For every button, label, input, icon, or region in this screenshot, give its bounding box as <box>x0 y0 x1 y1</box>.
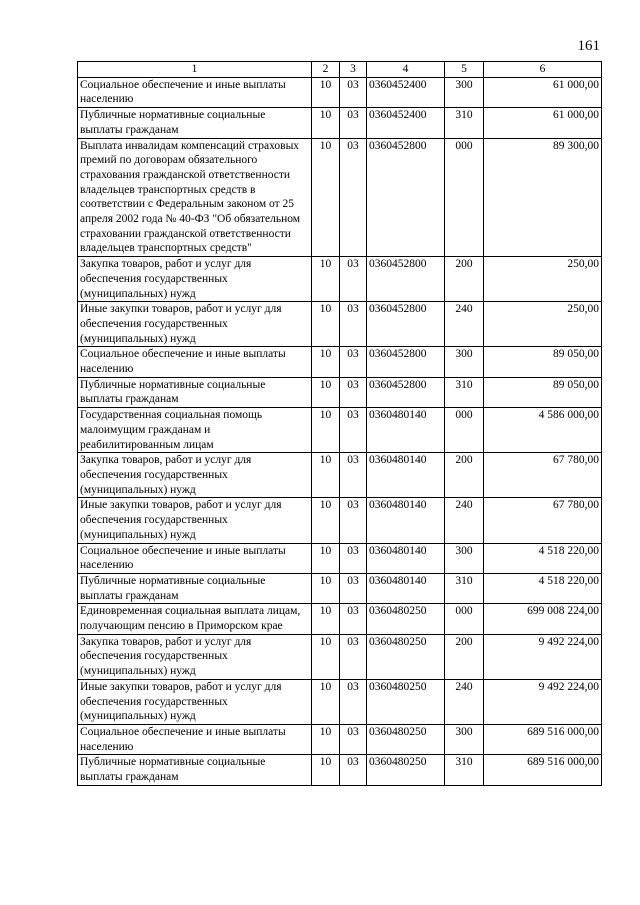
target-code-cell: 0360480140 <box>367 543 445 573</box>
table-row <box>78 257 602 302</box>
subsection-cell: 03 <box>340 679 367 724</box>
table-row <box>78 377 602 407</box>
table-row <box>78 138 602 257</box>
table-row <box>78 724 602 754</box>
target-code-cell: 0360480140 <box>367 453 445 498</box>
section-cell: 10 <box>312 257 340 302</box>
row-name-cell: Иные закупки товаров, работ и услуг для обеспечения государственных (муниципальных) нужд <box>78 498 312 543</box>
target-code-cell: 0360480250 <box>367 604 445 634</box>
section-cell: 10 <box>312 543 340 573</box>
section-cell: 10 <box>312 77 340 107</box>
amount-cell: 67 780,00 <box>484 498 602 543</box>
target-code-cell: 0360452800 <box>367 377 445 407</box>
row-name-cell: Социальное обеспечение и иные выплаты населению <box>78 543 312 573</box>
amount-cell: 9 492 224,00 <box>484 634 602 679</box>
subsection-cell: 03 <box>340 755 367 785</box>
column-header: 5 <box>445 62 484 78</box>
row-name-cell: Социальное обеспечение и иные выплаты населению <box>78 724 312 754</box>
subsection-cell: 03 <box>340 453 367 498</box>
column-header: 6 <box>484 62 602 78</box>
subsection-cell: 03 <box>340 408 367 453</box>
amount-cell: 9 492 224,00 <box>484 679 602 724</box>
table-row <box>78 679 602 724</box>
expense-type-cell: 310 <box>445 377 484 407</box>
table-row <box>78 77 602 107</box>
expense-type-cell: 310 <box>445 573 484 603</box>
page-number: 161 <box>577 38 600 54</box>
row-name-cell: Иные закупки товаров, работ и услуг для обеспечения государственных (муниципальных) нужд <box>78 302 312 347</box>
subsection-cell: 03 <box>340 634 367 679</box>
row-name-cell: Единовременная социальная выплата лицам, получающим пенсию в Приморском крае <box>78 604 312 634</box>
expense-type-cell: 240 <box>445 302 484 347</box>
expense-type-cell: 200 <box>445 257 484 302</box>
amount-cell: 250,00 <box>484 302 602 347</box>
table-row <box>78 498 602 543</box>
table-body <box>78 77 602 785</box>
subsection-cell: 03 <box>340 347 367 377</box>
target-code-cell: 0360480140 <box>367 573 445 603</box>
subsection-cell: 03 <box>340 138 367 257</box>
expense-type-cell: 000 <box>445 138 484 257</box>
section-cell: 10 <box>312 302 340 347</box>
subsection-cell: 03 <box>340 108 367 138</box>
row-name-cell: Публичные нормативные социальные выплаты гражданам <box>78 108 312 138</box>
amount-cell: 89 300,00 <box>484 138 602 257</box>
row-name-cell: Публичные нормативные социальные выплаты гражданам <box>78 755 312 785</box>
amount-cell: 61 000,00 <box>484 77 602 107</box>
section-cell: 10 <box>312 679 340 724</box>
expense-type-cell: 310 <box>445 108 484 138</box>
section-cell: 10 <box>312 604 340 634</box>
table-row <box>78 634 602 679</box>
table-row <box>78 347 602 377</box>
amount-cell: 250,00 <box>484 257 602 302</box>
amount-cell: 689 516 000,00 <box>484 724 602 754</box>
row-name-cell: Иные закупки товаров, работ и услуг для обеспечения государственных (муниципальных) нужд <box>78 679 312 724</box>
subsection-cell: 03 <box>340 604 367 634</box>
section-cell: 10 <box>312 347 340 377</box>
column-header: 2 <box>312 62 340 78</box>
row-name-cell: Публичные нормативные социальные выплаты гражданам <box>78 377 312 407</box>
row-name-cell: Выплата инвалидам компенсаций страховых премий по договорам обязательного страхования гражданской ответственности владельцев транспортных средств в соответствии с Федеральным законом от 25 апреля 2002 года № 40-ФЗ "Об обязательном страховании гражданской ответственности владельцев транспортных средств" <box>78 138 312 257</box>
target-code-cell: 0360480250 <box>367 755 445 785</box>
amount-cell: 89 050,00 <box>484 347 602 377</box>
row-name-cell: Закупка товаров, работ и услуг для обеспечения государственных (муниципальных) нужд <box>78 453 312 498</box>
amount-cell: 4 518 220,00 <box>484 573 602 603</box>
amount-cell: 67 780,00 <box>484 453 602 498</box>
subsection-cell: 03 <box>340 543 367 573</box>
subsection-cell: 03 <box>340 302 367 347</box>
target-code-cell: 0360480250 <box>367 679 445 724</box>
subsection-cell: 03 <box>340 257 367 302</box>
section-cell: 10 <box>312 408 340 453</box>
amount-cell: 4 586 000,00 <box>484 408 602 453</box>
target-code-cell: 0360480140 <box>367 498 445 543</box>
target-code-cell: 0360452800 <box>367 138 445 257</box>
section-cell: 10 <box>312 377 340 407</box>
section-cell: 10 <box>312 724 340 754</box>
expense-type-cell: 000 <box>445 604 484 634</box>
expense-type-cell: 300 <box>445 543 484 573</box>
table-row <box>78 543 602 573</box>
subsection-cell: 03 <box>340 724 367 754</box>
amount-cell: 689 516 000,00 <box>484 755 602 785</box>
table-row <box>78 108 602 138</box>
section-cell: 10 <box>312 573 340 603</box>
target-code-cell: 0360480250 <box>367 634 445 679</box>
table-row <box>78 604 602 634</box>
expense-type-cell: 200 <box>445 453 484 498</box>
budget-table <box>77 61 602 786</box>
row-name-cell: Закупка товаров, работ и услуг для обеспечения государственных (муниципальных) нужд <box>78 257 312 302</box>
expense-type-cell: 240 <box>445 498 484 543</box>
expense-type-cell: 300 <box>445 77 484 107</box>
target-code-cell: 0360452800 <box>367 302 445 347</box>
section-cell: 10 <box>312 634 340 679</box>
expense-type-cell: 300 <box>445 724 484 754</box>
subsection-cell: 03 <box>340 573 367 603</box>
table-row <box>78 755 602 785</box>
amount-cell: 89 050,00 <box>484 377 602 407</box>
amount-cell: 4 518 220,00 <box>484 543 602 573</box>
expense-type-cell: 200 <box>445 634 484 679</box>
table-row <box>78 408 602 453</box>
section-cell: 10 <box>312 108 340 138</box>
section-cell: 10 <box>312 453 340 498</box>
target-code-cell: 0360452400 <box>367 108 445 138</box>
amount-cell: 61 000,00 <box>484 108 602 138</box>
subsection-cell: 03 <box>340 77 367 107</box>
target-code-cell: 0360480250 <box>367 724 445 754</box>
table-row <box>78 453 602 498</box>
section-cell: 10 <box>312 138 340 257</box>
expense-type-cell: 310 <box>445 755 484 785</box>
target-code-cell: 0360452800 <box>367 347 445 377</box>
column-header: 3 <box>340 62 367 78</box>
subsection-cell: 03 <box>340 498 367 543</box>
target-code-cell: 0360452400 <box>367 77 445 107</box>
expense-type-cell: 240 <box>445 679 484 724</box>
column-header: 4 <box>367 62 445 78</box>
row-name-cell: Государственная социальная помощь малоимущим гражданам и реабилитированным лицам <box>78 408 312 453</box>
row-name-cell: Социальное обеспечение и иные выплаты населению <box>78 77 312 107</box>
row-name-cell: Социальное обеспечение и иные выплаты населению <box>78 347 312 377</box>
target-code-cell: 0360480140 <box>367 408 445 453</box>
subsection-cell: 03 <box>340 377 367 407</box>
section-cell: 10 <box>312 498 340 543</box>
column-header: 1 <box>78 62 312 78</box>
section-cell: 10 <box>312 755 340 785</box>
target-code-cell: 0360452800 <box>367 257 445 302</box>
amount-cell: 699 008 224,00 <box>484 604 602 634</box>
row-name-cell: Закупка товаров, работ и услуг для обеспечения государственных (муниципальных) нужд <box>78 634 312 679</box>
row-name-cell: Публичные нормативные социальные выплаты гражданам <box>78 573 312 603</box>
table-row <box>78 302 602 347</box>
expense-type-cell: 300 <box>445 347 484 377</box>
table-header-row <box>78 62 602 78</box>
expense-type-cell: 000 <box>445 408 484 453</box>
table-row <box>78 573 602 603</box>
